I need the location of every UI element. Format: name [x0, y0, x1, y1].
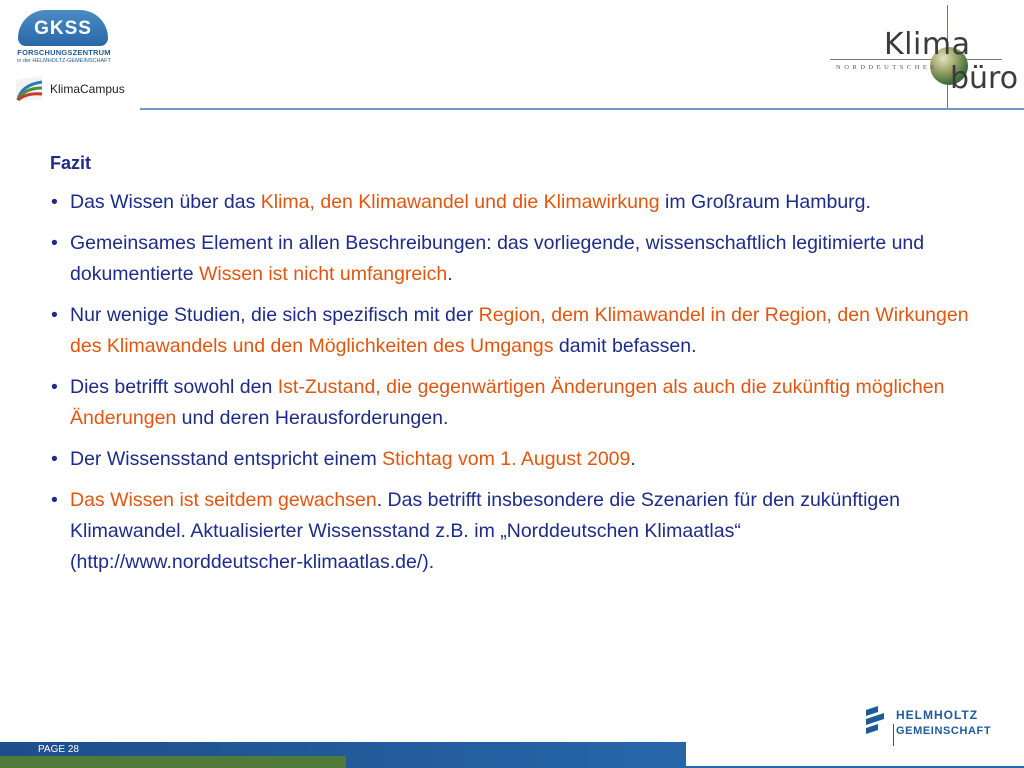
body-text: Das Wissen über das	[70, 191, 261, 213]
body-text: und deren Herausforderungen.	[176, 407, 449, 429]
bullet-list	[50, 187, 970, 578]
highlighted-text: Stichtag vom 1. August 2009	[382, 448, 631, 470]
gkss-logo-arc	[18, 10, 108, 46]
klimabuero-tagline: NORDDEUTSCHES	[836, 64, 938, 71]
bullet-marker: •	[51, 232, 58, 254]
bullet-marker: •	[51, 448, 58, 470]
highlighted-text: Wissen ist nicht umfangreich	[199, 263, 448, 285]
klimabuero-logo	[830, 5, 1019, 111]
page-number: PAGE 28	[38, 744, 79, 755]
gkss-logo-subtitle-2: in der HELMHOLTZ-GEMEINSCHAFT	[17, 58, 111, 64]
body-text: Dies betrifft sowohl den	[70, 376, 278, 398]
klimacampus-logo	[12, 70, 137, 106]
bullet-item	[50, 485, 970, 578]
bullet-marker: •	[51, 191, 58, 213]
gkss-logo-subtitle: FORSCHUNGSZENTRUM	[17, 48, 111, 57]
highlighted-text: Region, dem Klimawandel in der Region, den Wirkungen des Klimawandels und den Möglichkeiten des Umgangs	[70, 304, 969, 357]
bullet-item	[50, 444, 970, 475]
klimacampus-mark-icon	[14, 74, 44, 102]
bullet-marker: •	[51, 489, 58, 511]
bullet-item	[50, 300, 970, 362]
body-text: Nur wenige Studien, die sich spezifisch mit der	[70, 304, 479, 326]
body-text: . Das betrifft insbesondere die Szenarien für den zukünftigen Klimawandel. Aktualisierter Wissensstand z.B. im „Norddeutschen Klimaatlas“ (http://www.norddeutscher-klimaatlas.de/).	[70, 489, 900, 573]
body-text: .	[447, 263, 453, 285]
highlighted-text: Klima, den Klimawandel und die Klimawirkung	[260, 191, 660, 213]
slide-content	[50, 148, 970, 588]
body-text: .	[630, 448, 636, 470]
klimabuero-word-klima: Klima	[884, 27, 971, 62]
helmholtz-name: HELMHOLTZ	[896, 708, 979, 722]
helmholtz-mark-icon	[864, 704, 888, 734]
gkss-logo	[12, 10, 112, 68]
klimabuero-word-buero: büro	[950, 61, 1019, 96]
bullet-marker: •	[51, 304, 58, 326]
highlighted-text: Ist-Zustand, die gegenwärtigen Änderungen als auch die zukünftig möglichen Änderungen	[70, 376, 945, 429]
body-text: im Großraum Hamburg.	[659, 191, 871, 213]
footer-accent-bar	[0, 756, 346, 768]
bullet-marker: •	[51, 376, 58, 398]
body-text: damit befassen.	[553, 335, 697, 357]
helmholtz-logo	[860, 700, 1020, 746]
body-text: Der Wissensstand entspricht einem	[70, 448, 383, 470]
klimacampus-name: KlimaCampus	[50, 82, 125, 96]
bullet-item	[50, 372, 970, 434]
header-divider	[140, 108, 1024, 110]
slide-title: Fazit	[50, 153, 92, 173]
helmholtz-divider	[893, 724, 894, 746]
highlighted-text: Das Wissen ist seitdem gewachsen	[70, 489, 377, 511]
helmholtz-subname: GEMEINSCHAFT	[896, 725, 992, 737]
body-text: Gemeinsames Element in allen Beschreibungen: das vorliegende, wissenschaftlich legitimierte und dokumentierte	[70, 232, 925, 285]
bullet-item	[50, 228, 970, 290]
bullet-item	[50, 187, 970, 218]
gkss-logo-name: GKSS	[34, 18, 92, 39]
